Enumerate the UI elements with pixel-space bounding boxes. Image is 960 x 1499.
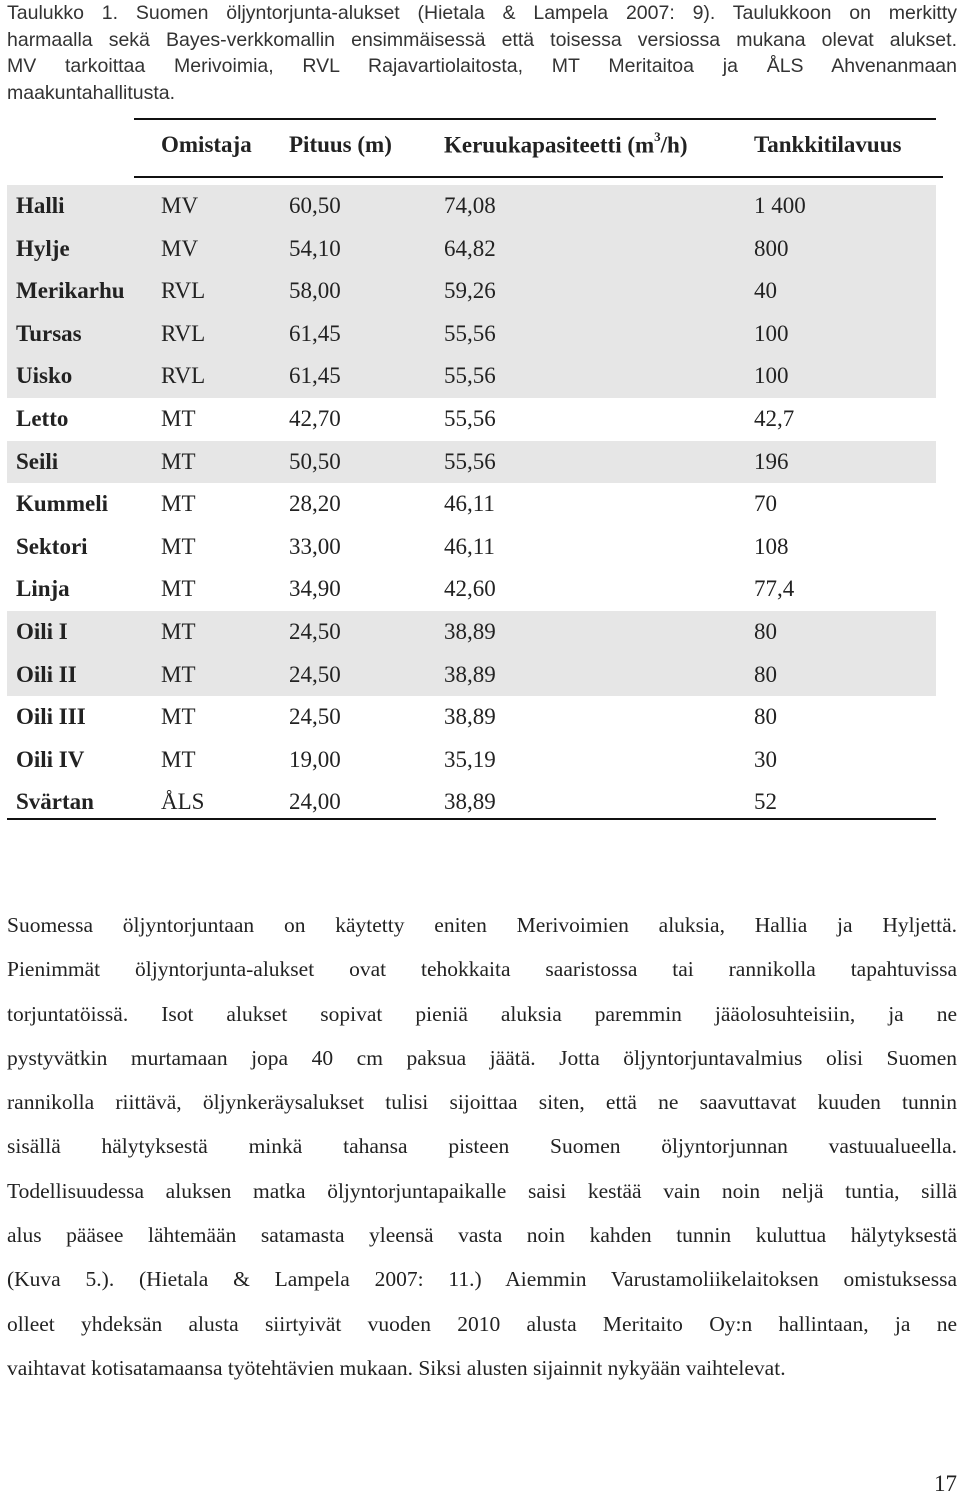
cell-name: Hylje <box>16 235 70 261</box>
body-line: torjuntatöissä. Isot alukset sopivat pieniä aluksia paremmin jääolosuhteisiin, ja ne <box>7 1001 957 1026</box>
cell-owner: RVL <box>161 363 206 389</box>
table-row <box>7 228 936 271</box>
cell-tank: 30 <box>754 746 777 772</box>
cell-length: 61,45 <box>289 320 341 346</box>
cell-length: 60,50 <box>289 193 341 218</box>
cell-tank: 196 <box>754 448 789 474</box>
cell-tank: 100 <box>754 363 789 389</box>
cell-name: Oili I <box>16 618 68 644</box>
cell-tank: 40 <box>754 278 777 304</box>
cell-capacity: 46,11 <box>444 533 495 559</box>
cell-length: 33,00 <box>289 533 341 559</box>
cell-name: Halli <box>16 193 65 218</box>
table-row <box>7 739 936 782</box>
table-row <box>7 441 936 484</box>
body-line: olleet yhdeksän alusta siirtyivät vuoden 2010 alusta Meritaito Oy:n hallintaan, ja ne <box>7 1311 957 1336</box>
cell-capacity: 46,11 <box>444 491 495 517</box>
cell-capacity: 55,56 <box>444 320 496 346</box>
body-line: Suomessa öljyntorjuntaan on käytetty eniten Merivoimien aluksia, Hallia ja Hyljettä. <box>7 913 957 937</box>
cell-name: Oili III <box>16 704 86 730</box>
cell-tank: 52 <box>754 789 777 815</box>
table-row <box>7 611 936 654</box>
cell-name: Uisko <box>16 363 73 389</box>
header-length: Pituus (m) <box>289 132 392 157</box>
cell-length: 19,00 <box>289 746 341 772</box>
cell-length: 54,10 <box>289 235 341 261</box>
cell-length: 24,00 <box>289 789 341 815</box>
cell-owner: MV <box>161 193 199 218</box>
cell-tank: 42,7 <box>754 405 795 431</box>
header-capacity: Keruukapasiteetti $(m^3/h)$ <box>444 129 688 158</box>
cell-length: 42,70 <box>289 405 341 431</box>
cell-length: 24,50 <box>289 661 341 687</box>
cell-length: 61,45 <box>289 363 341 389</box>
cell-name: Linja <box>16 576 70 602</box>
table-row <box>7 185 936 228</box>
cell-name: Kummeli <box>16 491 108 517</box>
cell-tank: 80 <box>754 704 777 730</box>
caption-line: MV tarkoittaa Merivoimia, RVL Rajavartiolaitosta, MT Meritaitoa ja ÅLS Ahvenanmaan <box>7 55 957 77</box>
table-row <box>7 270 936 313</box>
cell-owner: MV <box>161 235 199 261</box>
cell-name: Sektori <box>16 533 88 559</box>
cell-tank: 70 <box>754 491 777 517</box>
table-header-rule <box>134 176 943 178</box>
cell-capacity: 59,26 <box>444 278 496 304</box>
cell-name: Letto <box>16 405 69 431</box>
cell-capacity: 74,08 <box>444 193 496 218</box>
cell-owner: MT <box>161 746 196 772</box>
cell-owner: RVL <box>161 320 206 346</box>
cell-name: Merikarhu <box>16 278 125 304</box>
caption-line: maakuntahallitusta. <box>7 81 176 104</box>
cell-capacity: 38,89 <box>444 661 496 687</box>
cell-name: Svärtan <box>16 789 94 815</box>
body-line: Todellisuudessa aluksen matka öljyntorjuntapaikalle saisi kestää vain noin neljä tuntia, sillä <box>7 1178 957 1203</box>
cell-capacity: 42,60 <box>444 576 496 602</box>
cell-owner: MT <box>161 618 196 644</box>
body-line: alus pääsee lähtemään satamasta yleensä vasta noin kahden tunnin kuluttua hälytyksestä <box>7 1223 957 1248</box>
body-line: sisällä hälytyksestä minkä tahansa pisteen Suomen öljyntorjunnan vastuualueella. <box>7 1134 957 1159</box>
cell-capacity: 35,19 <box>444 746 496 772</box>
cell-owner: RVL <box>161 278 206 304</box>
cell-owner: ÅLS <box>161 789 205 815</box>
cell-owner: MT <box>161 533 196 559</box>
cell-tank: 800 <box>754 235 789 261</box>
cell-tank: 80 <box>754 618 777 644</box>
body-line: vaihtavat kotisatamaansa työtehtävien mukaan. Siksi alusten sijainnit nykyään vaihtelevat. <box>7 1355 786 1380</box>
cell-length: 24,50 <box>289 704 341 730</box>
cell-owner: MT <box>161 491 196 517</box>
body-line: Pienimmät öljyntorjunta-alukset ovat tehokkaita saaristossa tai rannikolla tapahtuvissa <box>7 957 957 982</box>
cell-name: Oili IV <box>16 746 85 772</box>
cell-length: 58,00 <box>289 278 341 304</box>
cell-name: Oili II <box>16 661 77 687</box>
cell-length: 50,50 <box>289 448 341 474</box>
cell-tank: 80 <box>754 661 777 687</box>
table-row <box>7 696 936 739</box>
header-tank: Tankkitilavuus <box>754 132 902 157</box>
body-line: pystyvätkin murtamaan jopa 40 cm paksua jäätä. Jotta öljyntorjuntavalmius olisi Suomen <box>7 1045 957 1070</box>
cell-length: 34,90 <box>289 576 341 602</box>
caption-line: harmaalla sekä Bayes-verkkomallin ensimmäisessä että toisessa versiossa mukana olevat alukset. <box>7 28 957 51</box>
header-owner: Omistaja <box>161 132 252 157</box>
table-body <box>7 185 936 824</box>
cell-capacity: 55,56 <box>444 405 496 431</box>
table-row <box>7 313 936 356</box>
cell-owner: MT <box>161 405 196 431</box>
table-top-rule <box>134 118 936 120</box>
cell-capacity: 38,89 <box>444 789 496 815</box>
table-row <box>7 355 936 398</box>
table-row <box>7 568 936 611</box>
body-line: rannikolla riittävä, öljynkeräysalukset tulisi sijoittaa siten, että ne saavuttavat kuuden tunnin <box>7 1090 957 1115</box>
cell-tank: 108 <box>754 533 789 559</box>
table-bottom-rule <box>7 818 936 820</box>
cell-capacity: 38,89 <box>444 704 496 730</box>
table-row <box>7 654 936 697</box>
body-paragraph <box>7 903 957 1390</box>
caption-line: Taulukko 1. Suomen öljyntorjunta-alukset (Hietala & Lampela 2007: 9). Taulukkoon on merkitty <box>7 2 957 24</box>
cell-tank: 1 400 <box>754 193 806 218</box>
body-line: (Kuva 5.). (Hietala & Lampela 2007: 11.) Aiemmin Varustamoliikelaitoksen omistuksessa <box>7 1267 957 1292</box>
cell-length: 24,50 <box>289 618 341 644</box>
cell-name: Seili <box>16 448 59 474</box>
cell-capacity: 38,89 <box>444 618 496 644</box>
table-caption <box>7 0 957 106</box>
cell-owner: MT <box>161 704 196 730</box>
cell-capacity: 55,56 <box>444 363 496 389</box>
cell-owner: MT <box>161 661 196 687</box>
cell-length: 28,20 <box>289 491 341 517</box>
cell-tank: 77,4 <box>754 576 795 602</box>
cell-capacity: 55,56 <box>444 448 496 474</box>
cell-name: Tursas <box>16 320 82 346</box>
page-number: 17 <box>934 1471 957 1496</box>
cell-owner: MT <box>161 448 196 474</box>
table-row <box>7 398 936 441</box>
cell-capacity: 64,82 <box>444 235 496 261</box>
table-row <box>7 526 936 569</box>
cell-owner: MT <box>161 576 196 602</box>
table-row <box>7 483 936 526</box>
cell-tank: 100 <box>754 320 789 346</box>
